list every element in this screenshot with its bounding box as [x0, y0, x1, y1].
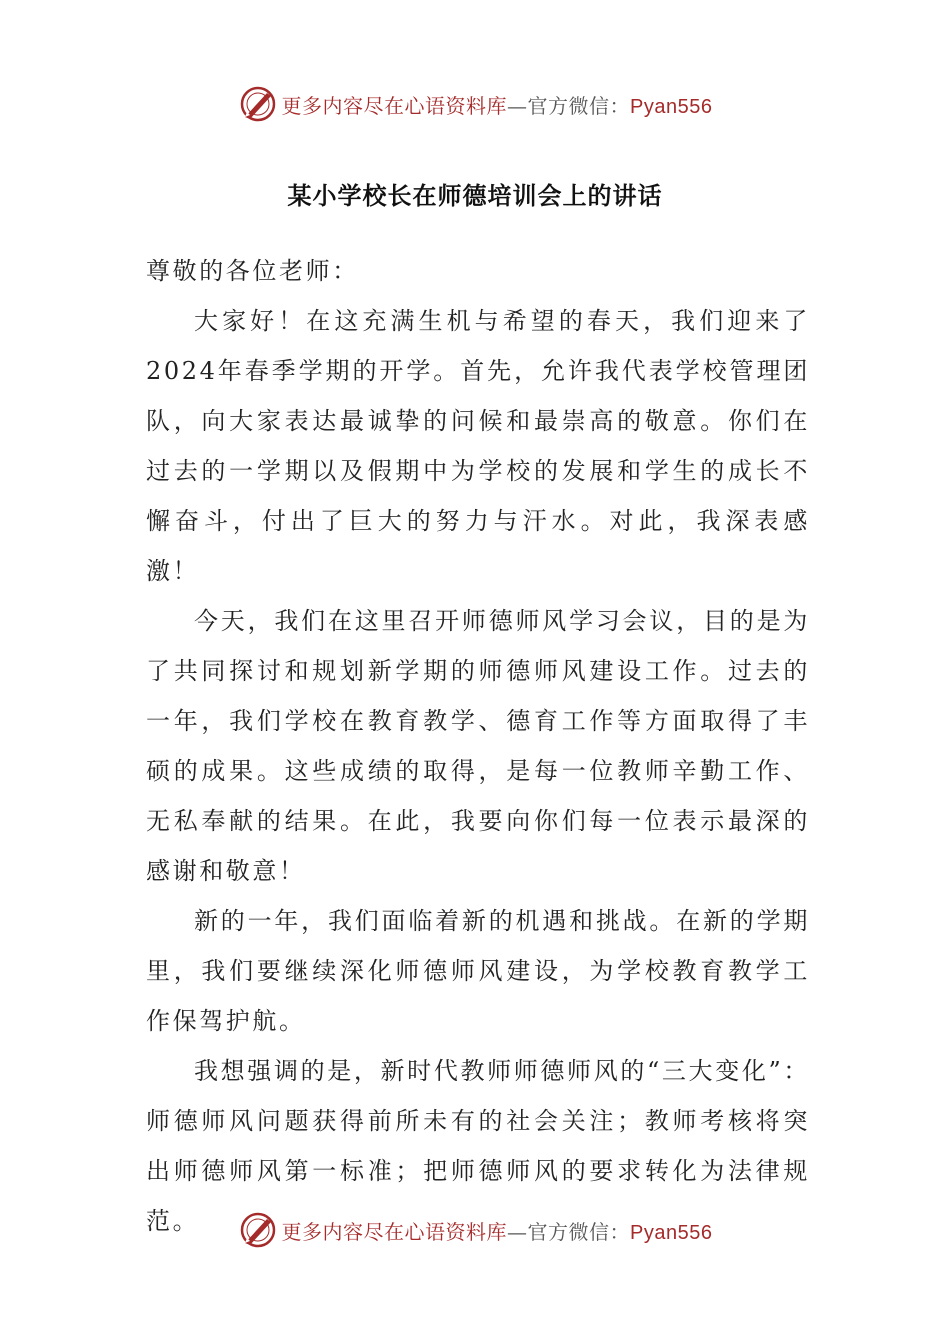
document-body: [146, 246, 810, 1246]
banner-dash: —: [507, 93, 528, 118]
footer-dash: —: [507, 1219, 528, 1244]
pen-logo-icon: [238, 1210, 278, 1250]
banner-slogan: 更多内容尽在心语资料库: [281, 93, 508, 118]
footer-slogan: 更多内容尽在心语资料库: [281, 1219, 508, 1244]
footer-wechat-id: Pyan556: [630, 1221, 713, 1244]
header-banner: [0, 82, 950, 126]
pen-logo-icon: [238, 84, 278, 124]
footer-banner: [0, 1208, 950, 1252]
paragraph-4: 我想强调的是，新时代教师师德师风的“三大变化”：师德师风问题获得前所未有的社会关注；教师考核将突出师德师风第一标准；把师德师风的要求转化为法律规范。: [146, 1057, 810, 1235]
document-title: 某小学校长在师德培训会上的讲话: [287, 181, 663, 210]
banner-wechat-label: 官方微信：: [527, 93, 631, 118]
paragraph-3: 新的一年，我们面临着新的机遇和挑战。在新的学期里，我们要继续深化师德师风建设，为学校教育教学工作保驾护航。: [146, 907, 810, 1035]
paragraph-1: 大家好！在这充满生机与希望的春天，我们迎来了2024年春季学期的开学。首先，允许我代表学校管理团队，向大家表达最诚挚的问候和最崇高的敬意。你们在过去的一学期以及假期中为学校的发展和学生的成长不懈奋斗，付出了巨大的努力与汗水。对此，我深表感激！: [146, 307, 810, 585]
banner-wechat-id: Pyan556: [630, 95, 713, 118]
footer-wechat-label: 官方微信：: [527, 1219, 631, 1244]
paragraph-2: 今天，我们在这里召开师德师风学习会议，目的是为了共同探讨和规划新学期的师德师风建设工作。过去的一年，我们学校在教育教学、德育工作等方面取得了丰硕的成果。这些成绩的取得，是每一位教师辛勤工作、无私奉献的结果。在此，我要向你们每一位表示最深的感谢和敬意！: [146, 607, 810, 885]
salutation: 尊敬的各位老师：: [146, 257, 359, 285]
